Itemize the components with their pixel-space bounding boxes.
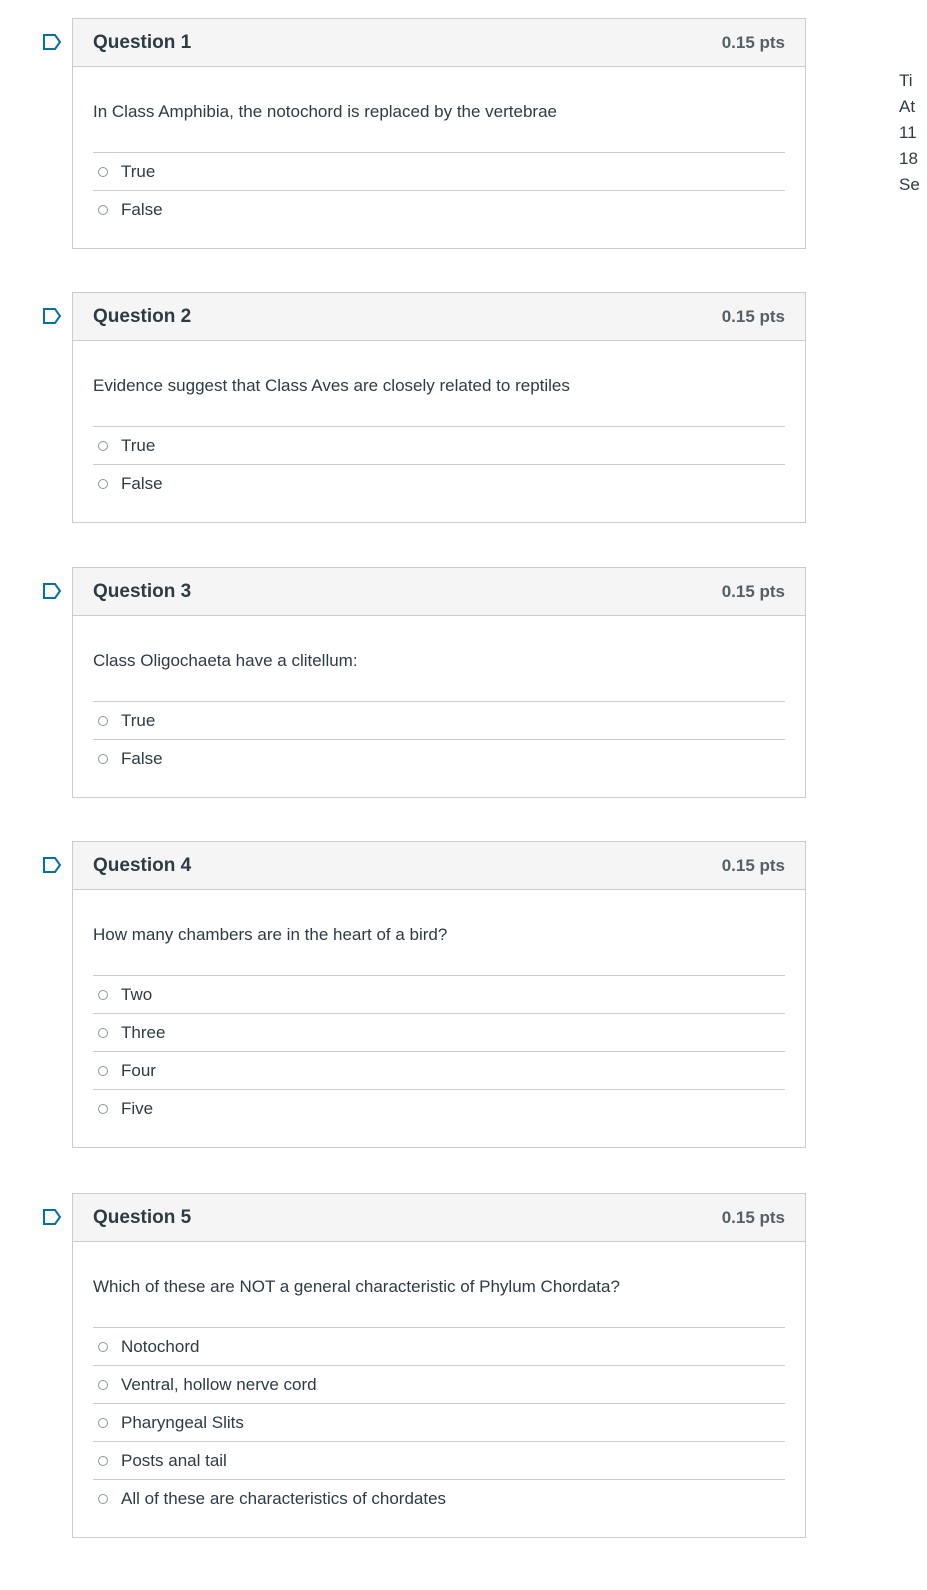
answer-label: False [121,473,163,493]
answer-label: Notochord [121,1336,200,1356]
answer-label: False [121,199,163,219]
answer-label: All of these are characteristics of chordates [121,1488,447,1508]
flag-question-icon[interactable] [43,1209,62,1225]
question-title: Question 3 [93,580,192,602]
question-text: In Class Amphibia, the notochord is replaced by the vertebrae [93,102,557,121]
question-header [73,19,805,67]
question-header [73,1194,805,1242]
question-2 [72,292,806,523]
question-text: How many chambers are in the heart of a bird? [93,925,448,944]
question-header [73,568,805,616]
flag-question-icon[interactable] [43,583,62,599]
radio-button[interactable] [98,1066,108,1076]
quiz-info-panel [899,68,927,198]
radio-button[interactable] [98,1456,108,1466]
radio-button[interactable] [98,441,108,451]
answer-option[interactable] [93,1327,785,1365]
answer-label: Two [121,984,153,1004]
side-info-line: 18 [899,149,918,168]
question-text: Which of these are NOT a general characteristic of Phylum Chordata? [93,1277,620,1296]
radio-button[interactable] [98,1342,108,1352]
question-points: 0.15 pts [721,306,785,326]
question-text: Evidence suggest that Class Aves are closely related to reptiles [93,376,570,395]
radio-button[interactable] [98,716,108,726]
answer-list [93,152,785,228]
answer-label: True [121,435,156,455]
question-3 [72,567,806,798]
radio-button[interactable] [98,1380,108,1390]
question-text: Class Oligochaeta have a clitellum: [93,651,358,670]
answer-option[interactable] [93,426,785,464]
question-points: 0.15 pts [721,1207,785,1227]
answer-list [93,426,785,502]
radio-button[interactable] [98,479,108,489]
side-info-line: Se [899,175,920,194]
question-points: 0.15 pts [721,855,785,875]
answer-list [93,1327,785,1517]
question-header [73,842,805,890]
answer-option[interactable] [93,464,785,502]
answer-option[interactable] [93,1441,785,1479]
radio-button[interactable] [98,1494,108,1504]
answer-label: True [121,161,156,181]
answer-option[interactable] [93,1479,785,1517]
answer-list [93,701,785,777]
question-title: Question 5 [93,1206,192,1228]
answer-option[interactable] [93,701,785,739]
question-title: Question 1 [93,31,192,53]
answer-list [93,975,785,1127]
answer-option[interactable] [93,190,785,228]
answer-label: Ventral, hollow nerve cord [121,1374,317,1394]
answer-option[interactable] [93,152,785,190]
answer-option[interactable] [93,1013,785,1051]
radio-button[interactable] [98,1028,108,1038]
answer-option[interactable] [93,1403,785,1441]
answer-option[interactable] [93,1365,785,1403]
side-info-line: Ti [899,71,913,90]
answer-label: False [121,748,163,768]
flag-question-icon[interactable] [43,857,62,873]
side-info-line: 11 [899,123,917,142]
answer-label: Three [121,1022,166,1042]
answer-option[interactable] [93,1051,785,1089]
radio-button[interactable] [98,754,108,764]
answer-label: True [121,710,156,730]
question-points: 0.15 pts [721,32,785,52]
side-info-line: At [899,97,916,116]
radio-button[interactable] [98,1104,108,1114]
radio-button[interactable] [98,1418,108,1428]
flag-question-icon[interactable] [43,34,62,50]
answer-label: Five [121,1098,154,1118]
flag-question-icon[interactable] [43,308,62,324]
question-5 [72,1193,806,1538]
radio-button[interactable] [98,167,108,177]
answer-label: Four [121,1060,156,1080]
answer-label: Posts anal tail [121,1450,227,1470]
radio-button[interactable] [98,990,108,1000]
answer-label: Pharyngeal Slits [121,1412,244,1432]
answer-option[interactable] [93,975,785,1013]
answer-option[interactable] [93,1089,785,1127]
question-points: 0.15 pts [721,581,785,601]
question-title: Question 4 [93,854,192,876]
radio-button[interactable] [98,205,108,215]
question-4 [72,841,806,1148]
question-1 [72,18,806,249]
question-header [73,293,805,341]
answer-option[interactable] [93,739,785,777]
question-title: Question 2 [93,305,192,327]
